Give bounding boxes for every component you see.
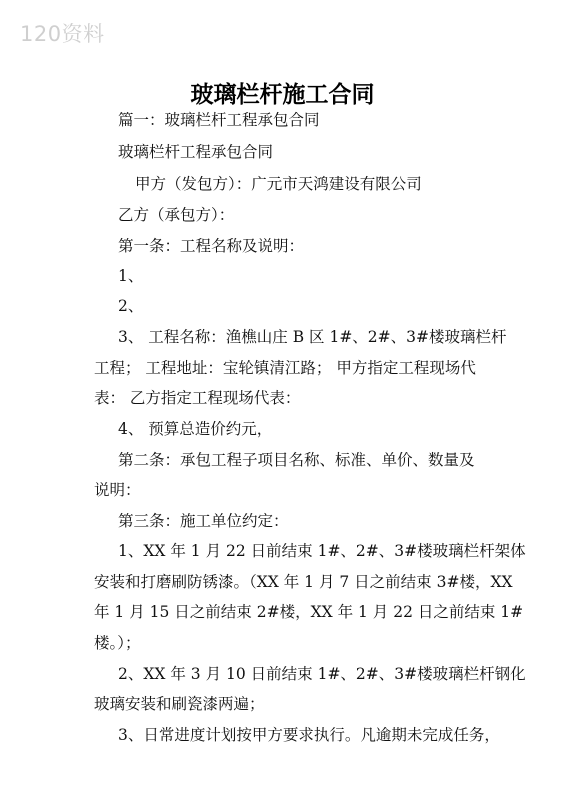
paragraph-line: 楼。）；: [94, 634, 141, 652]
paragraph-line: 1、XX 年 1 月 22 日前结束 1#、2#、3#楼玻璃栏杆架体: [118, 542, 526, 560]
paragraph-line: 4、 预算总造价约元，: [118, 420, 273, 438]
paragraph-line: 说明：: [94, 481, 141, 499]
paragraph-line: 2、XX 年 3 月 10 日前结束 1#、2#、3#楼玻璃栏杆钢化: [118, 665, 526, 683]
paragraph-line: 玻璃栏杆工程承包合同: [118, 143, 274, 161]
paragraph-line: 玻璃安装和刷瓷漆两遍；: [94, 695, 265, 713]
paragraph-line: 篇一：玻璃栏杆工程承包合同: [118, 111, 320, 129]
paragraph-line: 1、: [118, 267, 144, 285]
paragraph-line: 第三条：施工单位约定：: [118, 512, 289, 530]
paragraph-line: 第二条：承包工程子项目名称、标准、单价、数量及: [118, 451, 475, 469]
paragraph-line: 安装和打磨刷防锈漆。（XX 年 1 月 7 日之前结束 3#楼，XX: [94, 573, 513, 591]
paragraph-line: 2、: [118, 297, 144, 315]
paragraph-line: 3、日常进度计划按甲方要求执行。凡逾期未完成任务，: [118, 726, 500, 744]
paragraph-line: 表： 乙方指定工程现场代表：: [94, 389, 301, 407]
paragraph-line: 3、 工程名称：渔樵山庄 B 区 1#、2#、3#楼玻璃栏杆: [118, 328, 507, 346]
paragraph-line: 第一条：工程名称及说明：: [118, 237, 305, 255]
paragraph-line: 甲方（发包方）：广元市天鸿建设有限公司: [135, 175, 422, 193]
watermark: 120资料: [20, 22, 105, 46]
paragraph-line: 乙方（承包方）：: [118, 206, 235, 224]
paragraph-line: 年 1 月 15 日之前结束 2#楼，XX 年 1 月 22 日之前结束 1#: [94, 603, 524, 621]
document-title: 玻璃栏杆施工合同: [190, 81, 375, 108]
paragraph-line: 工程； 工程地址：宝轮镇清江路； 甲方指定工程现场代: [94, 359, 476, 377]
